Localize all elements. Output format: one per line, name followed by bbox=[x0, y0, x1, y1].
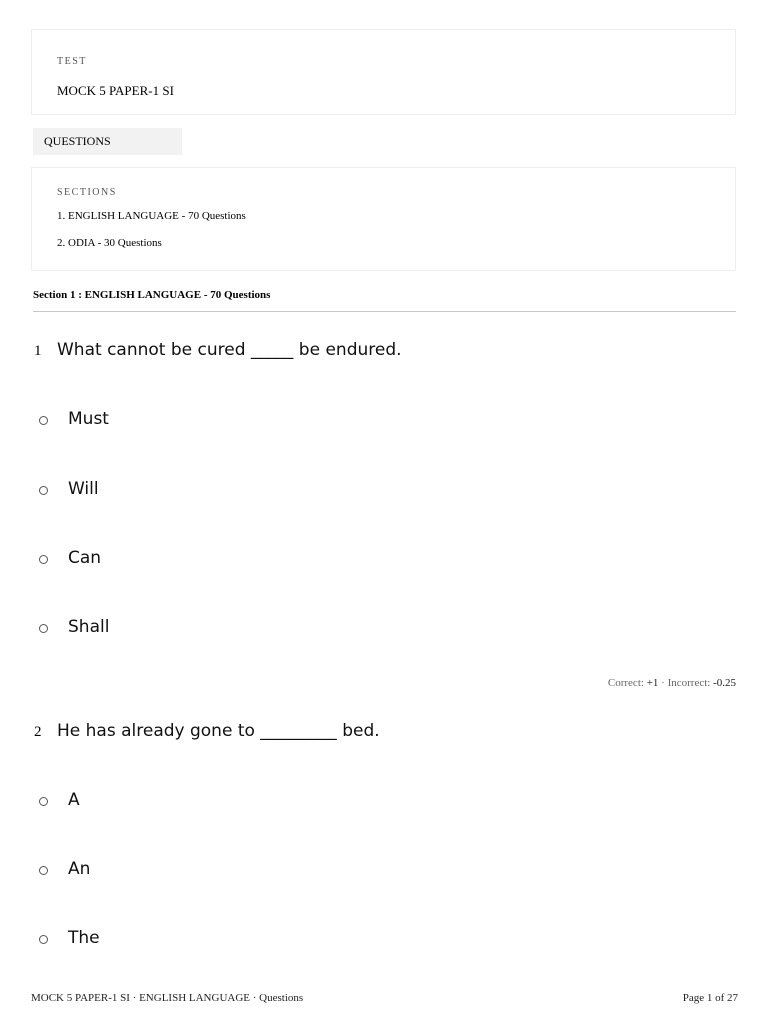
marking-scheme bbox=[608, 677, 736, 689]
marks-separator: · bbox=[661, 677, 665, 689]
radio-button[interactable] bbox=[39, 416, 48, 425]
option-label[interactable]: An bbox=[68, 859, 91, 879]
section-item-odia[interactable]: 2. ODIA - 30 Questions bbox=[57, 237, 162, 249]
section-heading: Section 1 : ENGLISH LANGUAGE - 70 Questions bbox=[33, 289, 271, 301]
option-label[interactable]: Must bbox=[68, 409, 109, 429]
option-label[interactable]: Shall bbox=[68, 617, 110, 637]
option-label[interactable]: The bbox=[68, 928, 100, 948]
correct-value: +1 bbox=[646, 677, 659, 689]
question-text: He has already gone to _________ bed. bbox=[57, 721, 380, 741]
question-number: 1 bbox=[34, 343, 42, 359]
section-divider bbox=[33, 311, 736, 312]
question-text: What cannot be cured _____ be endured. bbox=[57, 340, 402, 360]
radio-button[interactable] bbox=[39, 935, 48, 944]
incorrect-value: -0.25 bbox=[713, 677, 736, 689]
section-item-english[interactable]: 1. ENGLISH LANGUAGE - 70 Questions bbox=[57, 210, 246, 222]
option-label[interactable]: A bbox=[68, 790, 80, 810]
radio-button[interactable] bbox=[39, 624, 48, 633]
page-indicator: Page 1 of 27 bbox=[682, 992, 738, 1004]
test-title: MOCK 5 PAPER-1 SI bbox=[57, 83, 174, 98]
incorrect-label: Incorrect: bbox=[667, 677, 711, 689]
radio-button[interactable] bbox=[39, 797, 48, 806]
option-label[interactable]: Can bbox=[68, 548, 102, 568]
radio-button[interactable] bbox=[39, 555, 48, 564]
correct-label: Correct: bbox=[607, 677, 644, 689]
question-number: 2 bbox=[34, 724, 42, 740]
radio-button[interactable] bbox=[39, 866, 48, 875]
footer-breadcrumb: MOCK 5 PAPER-1 SI · ENGLISH LANGUAGE · Questions bbox=[31, 992, 304, 1004]
test-label: TEST bbox=[57, 56, 87, 67]
radio-button[interactable] bbox=[39, 486, 48, 495]
tab-questions[interactable]: QUESTIONS bbox=[33, 128, 182, 155]
option-label[interactable]: Will bbox=[68, 479, 99, 499]
test-header-box bbox=[31, 29, 736, 115]
sections-label: SECTIONS bbox=[57, 187, 117, 198]
sections-box bbox=[31, 167, 736, 271]
